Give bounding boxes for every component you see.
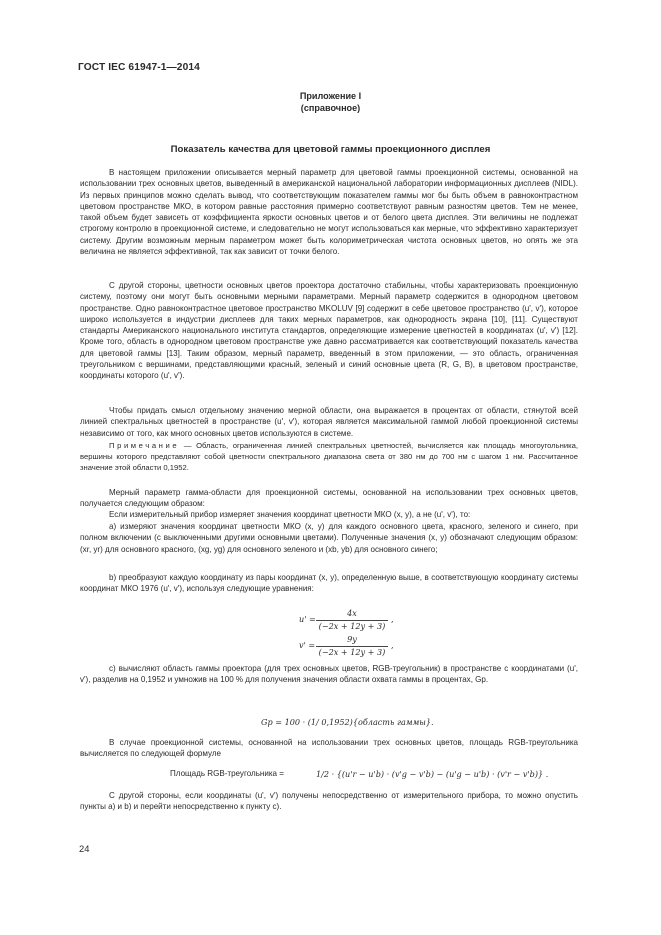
paragraph-intro: В настоящем приложении описывается мерный параметр для цветовой гаммы проекционной системы, основанной на использовании трех основных цветов, выведенный в американской национальной лаборатории информационных дисплеев (NIDL). Из первых принципов можно сделать вывод, что соответствующим показателем гаммы мог бы быть объем в равноконтрастном цветовом пространстве МКО, в котором равные расстояния примерно соответствуют равным разностям цветов. Тем не менее, такой объем будет зависеть от коэффициента яркости основных цветов и от белого цвета дисплея. Эти величины не подлежат строгому контролю в проекционной системе, и следовательно не могут использоваться как мерные, что эффективно характеризует систему. Другим возможным мерным параметром может быть колориметрическая чистота основных цветов, но опять же эта величина не является эффективной, так как зависит от точки белого. <box>80 168 578 257</box>
equation-area-label: Площадь RGB-треугольника = <box>170 769 284 778</box>
page-number: 24 <box>79 843 90 854</box>
equation-v-comma: , <box>391 640 394 650</box>
equation-u-comma: , <box>391 614 394 624</box>
step-a: а) измеряют значения координат цветности МКО (x, y) для каждого основного цвета, красного, зеленого и синего, при полном включении (с выключенными другими основными цветами). Полученные значения (x, y) обозначают следующим образом: (xr, yr) для основного красного, (xg, yg) для основного зеленого и (xb, yb) для основного синего; <box>80 522 578 554</box>
step-c: с) вычисляют область гаммы проектора (для трех основных цветов, RGB-треугольник) в пространстве с координатами (u', v'), разделив на 0,1952 и умножив на 100 % для получения значения области охвата гаммы в процентах, Gp. <box>80 664 578 685</box>
note-label: Примечание <box>109 441 180 450</box>
equation-area <box>316 769 548 779</box>
equation-v-denominator: (−2x + 12y + 3) <box>318 647 386 657</box>
appendix-label: Приложение I <box>299 91 362 101</box>
note-text: — Область, ограниченная линией спектральных цветностей, вычисляется как площадь многоугольника, вершины которого представляют собой цветности спектрального диапазона света от 380 нм до 700 нм с шагом 1 нм. Рассчитанное значение этой области 0,1952. <box>80 441 578 472</box>
paragraph-chromaticity: С другой стороны, цветности основных цветов проектора достаточно стабильны, чтобы характеризовать проекционную систему, поэтому они могут быть основными мерными параметрами. Мерный параметр содержится в однородном цветовом пространстве. Одно равноконтрастное цветовое пространство MKOLUV [9] содержит в себе цветовое пространство (u', v'), которое широко используется в индустрии дисплеев для таких мерных параметров, как однородность экрана [10], [11]. Существуют стандарты Американского национального института стандартов, определяющие измерение цветностей в координатах (u', v') [12]. Кроме того, область в однородном цветовом пространстве уже давно рассматривается как соответствующий показатель качества для цветовой гаммы [13]. Таким образом, мерный параметр, введенный в этом приложении, — это область, ограниченная треугольником с вершинами, представляющими красный, зеленый и синий основные цвета (R, G, B), в цветовом пространстве, координаты которого (u', v'). <box>80 281 578 381</box>
equation-gp <box>261 717 434 727</box>
standard-header: ГОСТ IEC 61947-1—2014 <box>78 62 200 73</box>
equation-area-expression: 1/2 · {(u'r − u'b) · (v'g − v'b) − (u'g − u'b) · (v'r − v'b)} . <box>316 769 549 779</box>
equation-gp-text: Gp = 100 · (1/ 0,1952){область гаммы}. <box>261 717 434 727</box>
step-b: b) преобразуют каждую координату из пары координат (x, y), определенную выше, в соответствующую координату системы координат МКО 1976 (u', v'), используя следующие уравнения: <box>80 573 578 594</box>
paragraph-percent: Чтобы придать смысл отдельному значению мерной области, она выражается в процентах от области, стянутой всей линией спектральных цветностей в пространстве (u', v'), которая является максимальной гаммой любой проекционной системы независимо от того, как много основных цветов используются в системе. <box>80 406 578 438</box>
paragraph-metric: Мерный параметр гамма-области для проекционной системы, основанной на использовании трех основных цветов, получается следующим образом: <box>80 488 578 509</box>
note <box>80 441 578 473</box>
paragraph-three-primaries: В случае проекционной системы, основанной на использовании трех основных цветов, площадь RGB-треугольника вычисляется по следующей формуле <box>80 738 578 759</box>
equation-u-lhs: u' = <box>299 614 316 624</box>
section-title: Показатель качества для цветовой гаммы проекционного дисплея <box>170 144 491 155</box>
equation-u-numerator: 4x <box>347 608 357 618</box>
equation-v-numerator: 9y <box>347 634 357 644</box>
appendix-type: (справочное) <box>300 103 361 113</box>
equation-v-fraction <box>316 634 388 660</box>
equation-v-lhs: v' = <box>299 640 316 650</box>
equation-u-fraction <box>316 608 388 634</box>
equation-u-denominator: (−2x + 12y + 3) <box>318 621 386 631</box>
paragraph-instrument: Если измерительный прибор измеряет значения координат цветности МКО (x, y), а не (u', v'), то: <box>109 510 471 519</box>
paragraph-direct-coordinates: С другой стороны, если координаты (u', v') получены непосредственно от измерительного прибора, то можно опустить пункты а) и b) и перейти непосредственно к пункту с). <box>80 791 578 812</box>
